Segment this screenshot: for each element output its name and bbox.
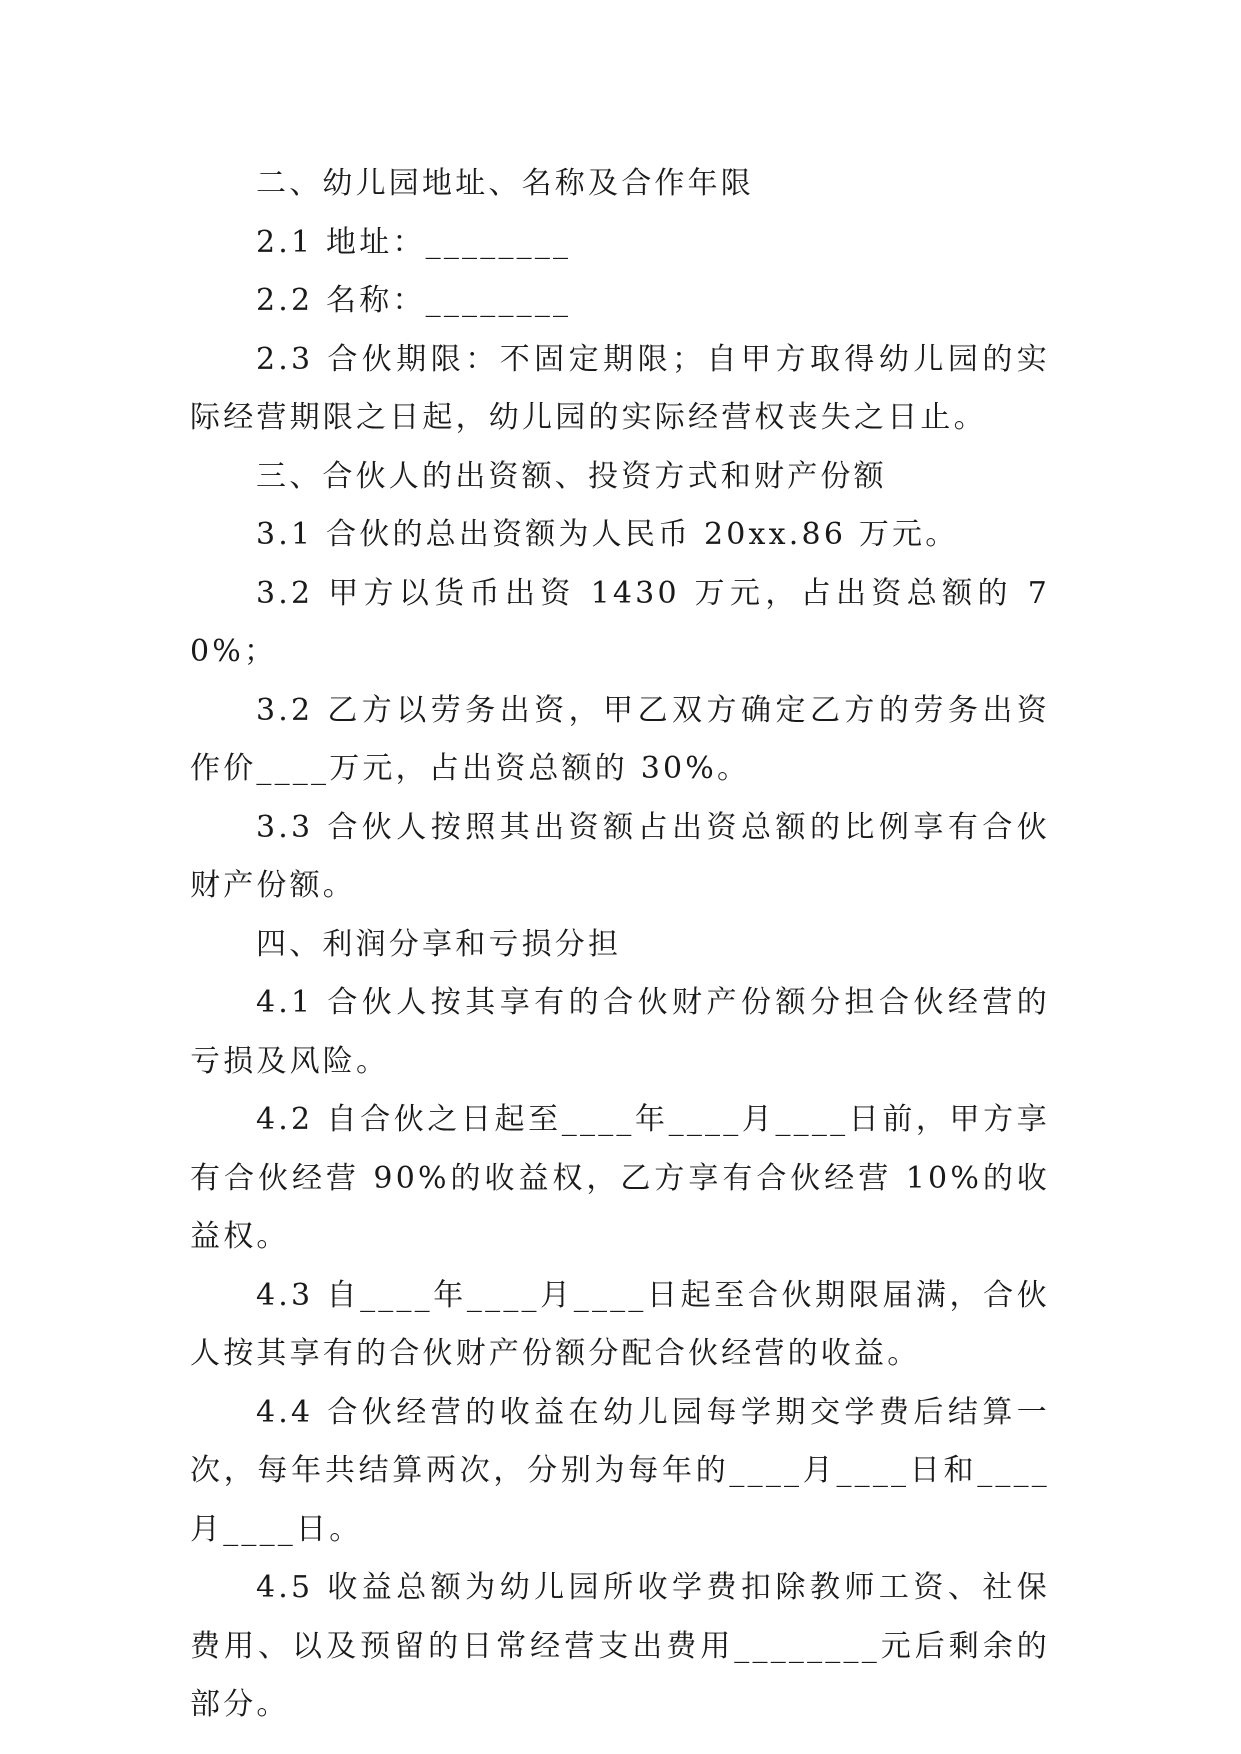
clause-2-1-address: 2.1 地址：________ [256,224,572,260]
clause-4-4-settlement: 4.4 合伙经营的收益在幼儿园每学期交学费后结算一次，每年共结算两次，分别为每年的____月____日和____月____日。 [190,1394,1050,1547]
clause-4-2-profit-split: 4.2 自合伙之日起至____年____月____日前，甲方享有合伙经营 90%的收益权，乙方享有合伙经营 10%的收益权。 [190,1102,1050,1254]
clause-3-1-total-capital: 3.1 合伙的总出资额为人民币 20xx.86 万元。 [256,517,959,552]
clause-2-3-term: 2.3 合伙期限：不固定期限；自甲方取得幼儿园的实际经营期限之日起，幼儿园的实际经营权丧失之日止。 [190,341,1050,435]
clause-3-2-party-a: 3.2 甲方以货币出资 1430 万元，占出资总额的 70%； [190,575,1050,669]
clause-3-3-share: 3.3 合伙人按照其出资额占出资总额的比例享有合伙财产份额。 [190,809,1050,903]
clause-2-2-name: 2.2 名称：________ [256,283,572,318]
section-heading-4: 四、利润分享和亏损分担 [256,926,622,962]
document-body [190,155,1050,1735]
section-heading-3: 三、合伙人的出资额、投资方式和财产份额 [256,458,887,494]
section-heading-2: 二、幼儿园地址、名称及合作年限 [256,166,754,201]
clause-4-1-loss: 4.1 合伙人按其享有的合伙财产份额分担合伙经营的亏损及风险。 [190,985,1050,1079]
clause-4-3-profit-distribution: 4.3 自____年____月____日起至合伙期限届满，合伙人按其享有的合伙财产份额分配合伙经营的收益。 [190,1277,1050,1371]
clause-4-5-total-profit: 4.5 收益总额为幼儿园所收学费扣除教师工资、社保费用、以及预留的日常经营支出费用________元后剩余的部分。 [190,1570,1050,1722]
clause-3-2-party-b: 3.2 乙方以劳务出资，甲乙双方确定乙方的劳务出资作价____万元，占出资总额的 30%。 [190,692,1050,786]
